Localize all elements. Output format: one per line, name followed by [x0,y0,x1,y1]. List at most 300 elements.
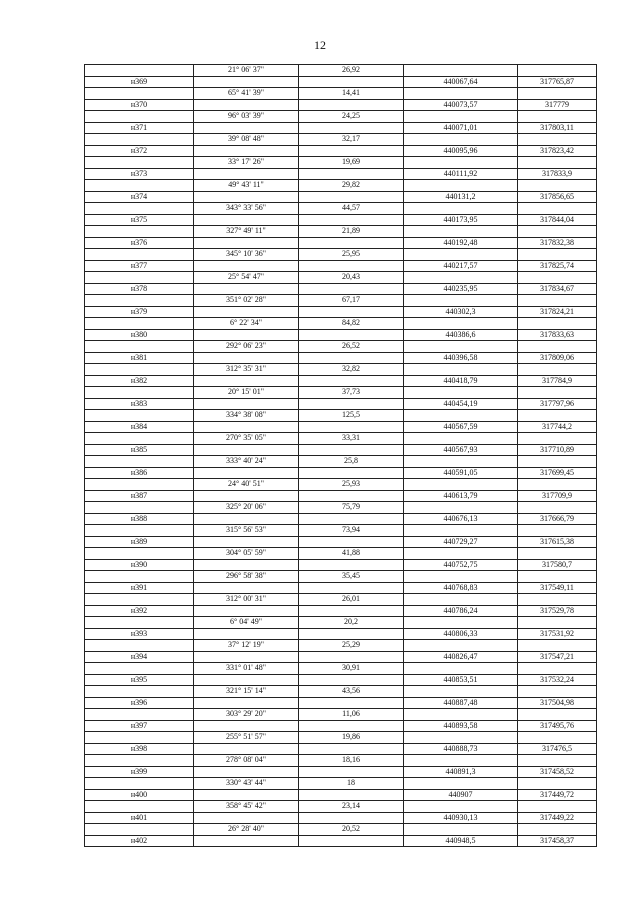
point-name-cell [85,65,194,77]
y-coordinate-cell [518,801,597,813]
segment-row [85,686,597,698]
segment-length-cell [299,605,404,617]
segment-row [85,755,597,767]
y-coordinate-cell [518,318,597,330]
direction-angle-cell: 296° 58' 38" [194,571,299,583]
segment-length-cell [299,214,404,226]
direction-angle-cell [194,352,299,364]
y-coordinate-cell: 317765,87 [518,76,597,88]
x-coordinate-cell [404,203,518,215]
segment-length-cell [299,352,404,364]
point-name-cell: н393 [85,628,194,640]
x-coordinate-cell [404,157,518,169]
x-coordinate-cell: 440907 [404,789,518,801]
y-coordinate-cell [518,755,597,767]
segment-length-cell [299,329,404,341]
point-name-cell [85,732,194,744]
point-name-cell: н372 [85,145,194,157]
x-coordinate-cell: 440131,2 [404,191,518,203]
y-coordinate-cell: 317825,74 [518,260,597,272]
segment-row [85,663,597,675]
point-name-cell: н388 [85,513,194,525]
y-coordinate-cell [518,571,597,583]
segment-length-cell: 25,8 [299,456,404,468]
direction-angle-cell [194,260,299,272]
x-coordinate-cell [404,571,518,583]
x-coordinate-cell [404,709,518,721]
point-name-cell [85,272,194,284]
point-row [85,398,597,410]
y-coordinate-cell: 317476,5 [518,743,597,755]
point-row [85,99,597,111]
direction-angle-cell [194,490,299,502]
segment-length-cell [299,99,404,111]
point-name-cell [85,410,194,422]
x-coordinate-cell [404,824,518,836]
segment-length-cell [299,835,404,847]
y-coordinate-cell [518,111,597,123]
point-name-cell: н381 [85,352,194,364]
direction-angle-cell: 96° 03' 39" [194,111,299,123]
point-name-cell [85,824,194,836]
point-name-cell: н391 [85,582,194,594]
point-name-cell [85,203,194,215]
point-name-cell: н384 [85,421,194,433]
segment-length-cell: 14,41 [299,88,404,100]
direction-angle-cell: 334° 38' 08" [194,410,299,422]
segment-length-cell: 29,82 [299,180,404,192]
point-name-cell [85,111,194,123]
point-row [85,260,597,272]
direction-angle-cell: 312° 35' 31" [194,364,299,376]
y-coordinate-cell [518,640,597,652]
segment-length-cell [299,191,404,203]
direction-angle-cell [194,398,299,410]
x-coordinate-cell: 440591,05 [404,467,518,479]
x-coordinate-cell [404,479,518,491]
segment-length-cell [299,743,404,755]
segment-row [85,318,597,330]
point-name-cell: н398 [85,743,194,755]
direction-angle-cell [194,720,299,732]
x-coordinate-cell: 440729,27 [404,536,518,548]
x-coordinate-cell: 440613,79 [404,490,518,502]
point-name-cell [85,778,194,790]
point-name-cell [85,571,194,583]
y-coordinate-cell: 317844,04 [518,214,597,226]
segment-length-cell: 30,91 [299,663,404,675]
point-name-cell: н373 [85,168,194,180]
point-row [85,214,597,226]
point-name-cell: н401 [85,812,194,824]
y-coordinate-cell [518,295,597,307]
y-coordinate-cell [518,226,597,238]
segment-length-cell [299,122,404,134]
x-coordinate-cell: 440806,33 [404,628,518,640]
point-name-cell [85,364,194,376]
segment-row [85,295,597,307]
point-row [85,743,597,755]
y-coordinate-cell [518,157,597,169]
direction-angle-cell [194,766,299,778]
segment-row [85,410,597,422]
y-coordinate-cell: 317547,21 [518,651,597,663]
point-name-cell [85,295,194,307]
segment-row [85,364,597,376]
y-coordinate-cell: 317529,78 [518,605,597,617]
point-row [85,191,597,203]
segment-length-cell: 25,29 [299,640,404,652]
point-name-cell: н389 [85,536,194,548]
segment-length-cell: 25,93 [299,479,404,491]
segment-row [85,617,597,629]
direction-angle-cell: 20° 15' 01" [194,387,299,399]
x-coordinate-cell: 440888,73 [404,743,518,755]
x-coordinate-cell: 440567,93 [404,444,518,456]
y-coordinate-cell: 317449,22 [518,812,597,824]
point-row [85,605,597,617]
x-coordinate-cell: 440948,5 [404,835,518,847]
direction-angle-cell [194,812,299,824]
direction-angle-cell: 6° 04' 49" [194,617,299,629]
point-name-cell: н402 [85,835,194,847]
y-coordinate-cell: 317549,11 [518,582,597,594]
y-coordinate-cell: 317458,37 [518,835,597,847]
point-name-cell [85,801,194,813]
y-coordinate-cell [518,134,597,146]
point-name-cell [85,663,194,675]
point-name-cell: н371 [85,122,194,134]
x-coordinate-cell: 440192,48 [404,237,518,249]
segment-length-cell [299,766,404,778]
y-coordinate-cell: 317504,98 [518,697,597,709]
point-row [85,122,597,134]
segment-row [85,640,597,652]
segment-length-cell: 18,16 [299,755,404,767]
segment-length-cell [299,697,404,709]
segment-row [85,502,597,514]
direction-angle-cell [194,306,299,318]
x-coordinate-cell [404,801,518,813]
y-coordinate-cell: 317615,38 [518,536,597,548]
x-coordinate-cell: 440676,13 [404,513,518,525]
y-coordinate-cell: 317856,65 [518,191,597,203]
point-row [85,513,597,525]
x-coordinate-cell: 440302,3 [404,306,518,318]
y-coordinate-cell [518,410,597,422]
y-coordinate-cell: 317709,9 [518,490,597,502]
x-coordinate-cell [404,111,518,123]
point-name-cell: н395 [85,674,194,686]
segment-length-cell: 73,94 [299,525,404,537]
segment-row [85,824,597,836]
x-coordinate-cell [404,65,518,77]
point-row [85,559,597,571]
point-name-cell [85,617,194,629]
point-name-cell [85,249,194,261]
segment-length-cell: 26,01 [299,594,404,606]
y-coordinate-cell: 317458,52 [518,766,597,778]
point-name-cell: н376 [85,237,194,249]
point-row [85,76,597,88]
x-coordinate-cell [404,410,518,422]
segment-row [85,203,597,215]
direction-angle-cell [194,168,299,180]
segment-length-cell [299,582,404,594]
y-coordinate-cell: 317833,63 [518,329,597,341]
segment-row [85,778,597,790]
segment-row [85,548,597,560]
point-name-cell [85,318,194,330]
x-coordinate-cell: 440891,3 [404,766,518,778]
x-coordinate-cell: 440071,01 [404,122,518,134]
point-row [85,329,597,341]
segment-length-cell: 19,86 [299,732,404,744]
segment-length-cell: 23,14 [299,801,404,813]
point-name-cell [85,502,194,514]
direction-angle-cell: 292° 06' 23" [194,341,299,353]
point-name-cell: н380 [85,329,194,341]
point-name-cell [85,640,194,652]
segment-length-cell: 18 [299,778,404,790]
x-coordinate-cell [404,318,518,330]
point-row [85,145,597,157]
page-number: 12 [314,38,326,52]
point-name-cell: н385 [85,444,194,456]
point-row [85,789,597,801]
x-coordinate-cell: 440067,64 [404,76,518,88]
direction-angle-cell: 304° 05' 59" [194,548,299,560]
segment-length-cell [299,812,404,824]
point-name-cell [85,433,194,445]
segment-length-cell [299,651,404,663]
y-coordinate-cell [518,272,597,284]
segment-length-cell [299,490,404,502]
x-coordinate-cell: 440853,51 [404,674,518,686]
y-coordinate-cell: 317495,76 [518,720,597,732]
x-coordinate-cell: 440173,95 [404,214,518,226]
point-name-cell: н394 [85,651,194,663]
point-name-cell: н382 [85,375,194,387]
direction-angle-cell: 33° 17' 26" [194,157,299,169]
x-coordinate-cell [404,226,518,238]
point-name-cell [85,479,194,491]
x-coordinate-cell [404,341,518,353]
x-coordinate-cell [404,134,518,146]
segment-row [85,134,597,146]
segment-length-cell: 25,95 [299,249,404,261]
segment-length-cell [299,559,404,571]
x-coordinate-cell [404,617,518,629]
y-coordinate-cell [518,456,597,468]
point-name-cell: н379 [85,306,194,318]
point-name-cell: н374 [85,191,194,203]
direction-angle-cell: 321° 15' 14" [194,686,299,698]
point-name-cell: н392 [85,605,194,617]
point-name-cell: н383 [85,398,194,410]
y-coordinate-cell [518,341,597,353]
segment-row [85,571,597,583]
point-name-cell [85,709,194,721]
x-coordinate-cell: 440217,57 [404,260,518,272]
x-coordinate-cell: 440893,58 [404,720,518,732]
y-coordinate-cell [518,479,597,491]
y-coordinate-cell [518,203,597,215]
x-coordinate-cell [404,249,518,261]
direction-angle-cell [194,76,299,88]
segment-row [85,226,597,238]
x-coordinate-cell [404,295,518,307]
x-coordinate-cell [404,640,518,652]
direction-angle-cell: 303° 29' 20" [194,709,299,721]
segment-length-cell [299,398,404,410]
direction-angle-cell [194,628,299,640]
segment-length-cell [299,789,404,801]
segment-row [85,456,597,468]
x-coordinate-cell: 440235,95 [404,283,518,295]
segment-length-cell [299,513,404,525]
point-name-cell [85,88,194,100]
y-coordinate-cell: 317666,79 [518,513,597,525]
y-coordinate-cell: 317824,21 [518,306,597,318]
y-coordinate-cell: 317449,72 [518,789,597,801]
x-coordinate-cell: 440386,6 [404,329,518,341]
direction-angle-cell [194,99,299,111]
x-coordinate-cell: 440930,13 [404,812,518,824]
point-name-cell: н400 [85,789,194,801]
x-coordinate-cell [404,594,518,606]
x-coordinate-cell [404,88,518,100]
segment-length-cell: 11,06 [299,709,404,721]
y-coordinate-cell [518,88,597,100]
direction-angle-cell: 37° 12' 19" [194,640,299,652]
point-row [85,651,597,663]
direction-angle-cell [194,605,299,617]
direction-angle-cell [194,329,299,341]
direction-angle-cell [194,467,299,479]
point-name-cell: н386 [85,467,194,479]
x-coordinate-cell [404,387,518,399]
point-row [85,628,597,640]
y-coordinate-cell [518,180,597,192]
x-coordinate-cell [404,364,518,376]
segment-length-cell: 41,88 [299,548,404,560]
point-row [85,168,597,180]
direction-angle-cell: 24° 40' 51" [194,479,299,491]
point-name-cell: н390 [85,559,194,571]
point-row [85,237,597,249]
y-coordinate-cell: 317834,67 [518,283,597,295]
point-row [85,306,597,318]
direction-angle-cell: 25° 54' 47" [194,272,299,284]
direction-angle-cell: 343° 33' 56" [194,203,299,215]
direction-angle-cell: 49° 43' 11" [194,180,299,192]
segment-row [85,479,597,491]
segment-length-cell [299,444,404,456]
point-name-cell: н369 [85,76,194,88]
point-name-cell: н396 [85,697,194,709]
direction-angle-cell [194,559,299,571]
direction-angle-cell: 333° 40' 24" [194,456,299,468]
point-name-cell [85,548,194,560]
x-coordinate-cell [404,755,518,767]
y-coordinate-cell: 317531,92 [518,628,597,640]
segment-row [85,594,597,606]
direction-angle-cell [194,122,299,134]
point-row [85,766,597,778]
segment-row [85,157,597,169]
x-coordinate-cell [404,732,518,744]
segment-row [85,249,597,261]
point-row [85,835,597,847]
segment-length-cell [299,720,404,732]
segment-row [85,433,597,445]
direction-angle-cell: 315° 56' 53" [194,525,299,537]
y-coordinate-cell [518,364,597,376]
y-coordinate-cell: 317532,24 [518,674,597,686]
direction-angle-cell [194,697,299,709]
point-row [85,490,597,502]
segment-row [85,111,597,123]
point-name-cell: н387 [85,490,194,502]
coordinates-table [84,64,597,847]
point-name-cell [85,686,194,698]
point-row [85,444,597,456]
x-coordinate-cell: 440418,79 [404,375,518,387]
y-coordinate-cell: 317784,9 [518,375,597,387]
direction-angle-cell: 345° 10' 36" [194,249,299,261]
x-coordinate-cell: 440567,59 [404,421,518,433]
y-coordinate-cell: 317809,06 [518,352,597,364]
segment-length-cell [299,145,404,157]
direction-angle-cell: 21° 06' 37" [194,65,299,77]
point-name-cell: н378 [85,283,194,295]
segment-length-cell [299,76,404,88]
point-name-cell [85,134,194,146]
point-name-cell [85,755,194,767]
x-coordinate-cell [404,433,518,445]
segment-length-cell: 37,73 [299,387,404,399]
segment-row [85,180,597,192]
x-coordinate-cell: 440396,58 [404,352,518,364]
segment-length-cell [299,168,404,180]
segment-length-cell: 32,17 [299,134,404,146]
y-coordinate-cell [518,387,597,399]
x-coordinate-cell [404,548,518,560]
point-row [85,720,597,732]
y-coordinate-cell [518,778,597,790]
direction-angle-cell: 312° 00' 31" [194,594,299,606]
y-coordinate-cell [518,548,597,560]
y-coordinate-cell [518,663,597,675]
point-name-cell [85,387,194,399]
segment-length-cell: 33,31 [299,433,404,445]
segment-length-cell: 19,69 [299,157,404,169]
direction-angle-cell: 358° 45' 42" [194,801,299,813]
point-name-cell [85,456,194,468]
point-name-cell [85,525,194,537]
y-coordinate-cell [518,65,597,77]
direction-angle-cell [194,582,299,594]
point-row [85,467,597,479]
segment-length-cell: 20,52 [299,824,404,836]
direction-angle-cell: 26° 28' 40" [194,824,299,836]
segment-length-cell: 35,45 [299,571,404,583]
segment-length-cell [299,306,404,318]
segment-length-cell [299,421,404,433]
point-row [85,283,597,295]
segment-length-cell: 125,5 [299,410,404,422]
